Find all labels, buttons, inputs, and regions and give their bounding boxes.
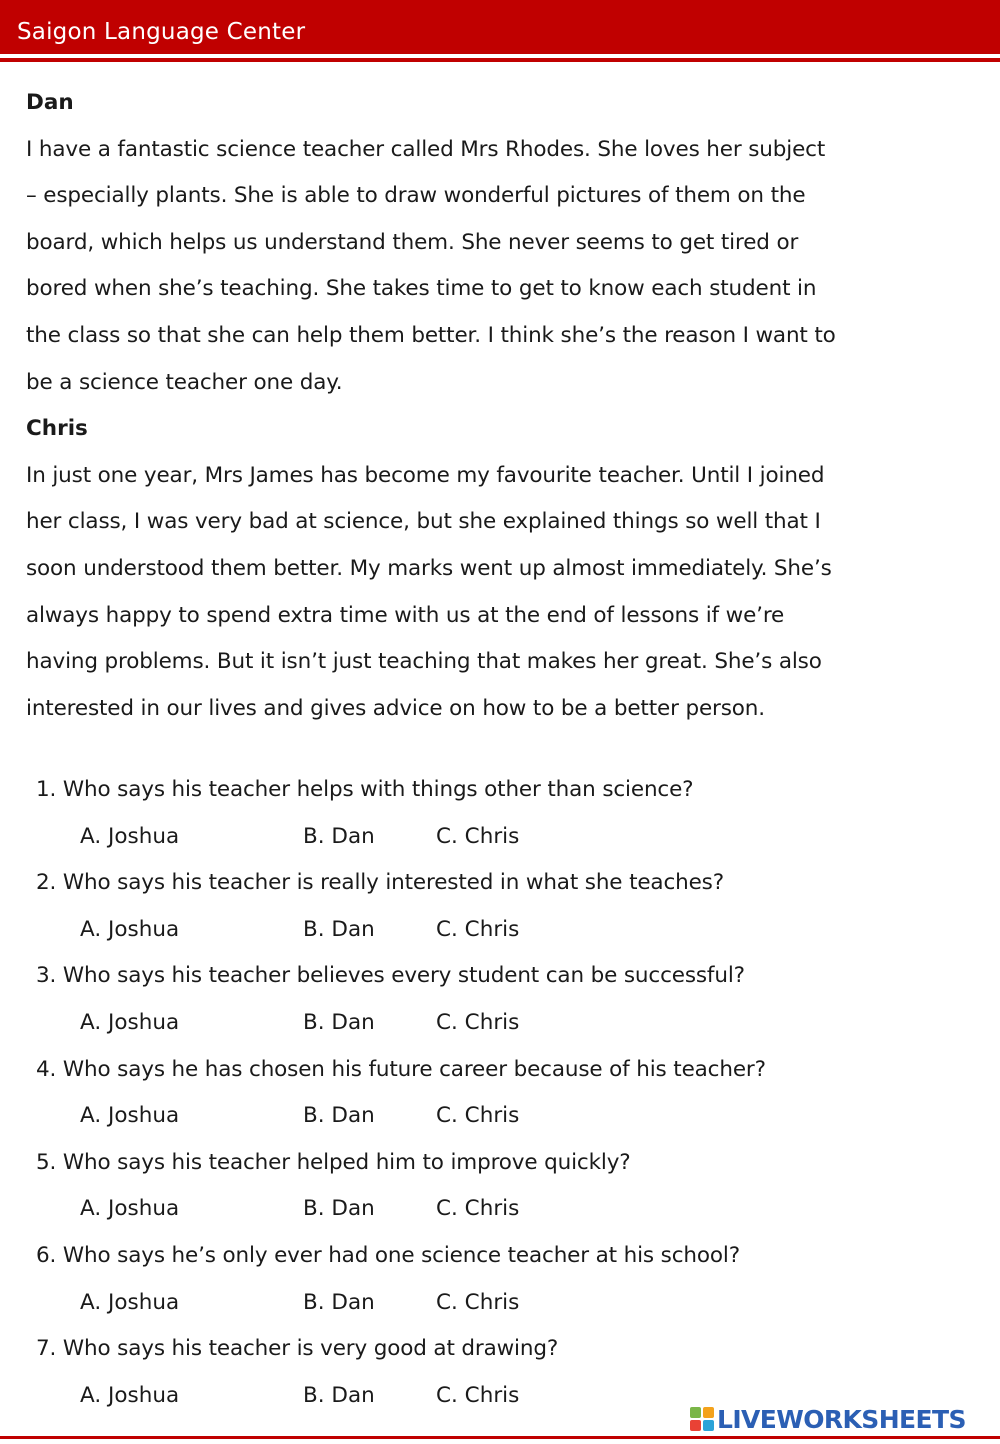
passage-line: always happy to spend extra time with us at the end of lessons if we’re bbox=[26, 602, 785, 628]
passage-line: board, which helps us understand them. She never seems to get tired or bbox=[26, 229, 799, 255]
answer-options bbox=[36, 1000, 976, 1047]
question-item-1 bbox=[36, 767, 976, 860]
option-a[interactable]: A. Joshua bbox=[80, 1009, 180, 1035]
passage-dan bbox=[26, 80, 976, 406]
option-a[interactable]: A. Joshua bbox=[80, 1382, 180, 1408]
option-b[interactable]: B. Dan bbox=[303, 1009, 375, 1035]
option-c[interactable]: C. Chris bbox=[436, 1382, 520, 1408]
passage-line: the class so that she can help them better. I think she’s the reason I want to bbox=[26, 322, 836, 348]
question-text: 7. Who says his teacher is very good at drawing? bbox=[36, 1336, 559, 1362]
question-text: 2. Who says his teacher is really interested in what she teaches? bbox=[36, 870, 724, 896]
header-bar bbox=[0, 0, 1000, 54]
header-divider bbox=[0, 58, 1000, 62]
option-b[interactable]: B. Dan bbox=[303, 1103, 375, 1129]
liveworksheets-logo-icon bbox=[690, 1407, 714, 1431]
option-a[interactable]: A. Joshua bbox=[80, 1289, 180, 1315]
logo-square bbox=[690, 1407, 701, 1418]
option-b[interactable]: B. Dan bbox=[303, 916, 375, 942]
logo-square bbox=[703, 1420, 714, 1431]
passage-author-name: Dan bbox=[26, 90, 74, 115]
option-b[interactable]: B. Dan bbox=[303, 823, 375, 849]
question-text: 6. Who says he’s only ever had one science teacher at his school? bbox=[36, 1242, 740, 1268]
liveworksheets-logo[interactable] bbox=[690, 1403, 966, 1435]
footer-divider bbox=[0, 1436, 1000, 1439]
question-item-2 bbox=[36, 860, 976, 953]
option-a[interactable]: A. Joshua bbox=[80, 1103, 180, 1129]
passage-line: I have a fantastic science teacher called Mrs Rhodes. She loves her subject bbox=[26, 136, 826, 162]
passage-line: – especially plants. She is able to draw wonderful pictures of them on the bbox=[26, 183, 806, 209]
option-b[interactable]: B. Dan bbox=[303, 1196, 375, 1222]
option-a[interactable]: A. Joshua bbox=[80, 916, 180, 942]
logo-text: LIVEWORKSHEETS bbox=[717, 1404, 966, 1434]
question-item-5 bbox=[36, 1140, 976, 1233]
option-c[interactable]: C. Chris bbox=[436, 823, 520, 849]
question-item-6 bbox=[36, 1233, 976, 1326]
question-list bbox=[36, 767, 976, 1419]
page-title: Saigon Language Center bbox=[17, 19, 306, 45]
passage-line: be a science teacher one day. bbox=[26, 369, 343, 395]
answer-options bbox=[36, 814, 976, 861]
answer-options bbox=[36, 907, 976, 954]
option-c[interactable]: C. Chris bbox=[436, 1103, 520, 1129]
option-b[interactable]: B. Dan bbox=[303, 1289, 375, 1315]
option-c[interactable]: C. Chris bbox=[436, 916, 520, 942]
question-text: 1. Who says his teacher helps with things other than science? bbox=[36, 777, 694, 802]
reading-passages bbox=[26, 80, 976, 732]
option-b[interactable]: B. Dan bbox=[303, 1382, 375, 1408]
option-a[interactable]: A. Joshua bbox=[80, 823, 180, 849]
question-text: 4. Who says he has chosen his future career because of his teacher? bbox=[36, 1056, 766, 1082]
passage-line: interested in our lives and gives advice on how to be a better person. bbox=[26, 695, 765, 721]
question-item-3 bbox=[36, 953, 976, 1046]
question-text: 3. Who says his teacher believes every student can be successful? bbox=[36, 963, 745, 989]
option-c[interactable]: C. Chris bbox=[436, 1009, 520, 1035]
passage-text bbox=[26, 127, 976, 407]
passage-line: soon understood them better. My marks went up almost immediately. She’s bbox=[26, 555, 832, 581]
option-c[interactable]: C. Chris bbox=[436, 1289, 520, 1315]
answer-options bbox=[36, 1280, 976, 1327]
passage-author-name: Chris bbox=[26, 416, 88, 442]
passage-line: bored when she’s teaching. She takes time to get to know each student in bbox=[26, 276, 817, 302]
answer-options bbox=[36, 1093, 976, 1140]
passage-line: her class, I was very bad at science, but she explained things so well that I bbox=[26, 509, 821, 535]
passage-line: having problems. But it isn’t just teaching that makes her great. She’s also bbox=[26, 649, 822, 675]
question-item-4 bbox=[36, 1047, 976, 1140]
passage-chris bbox=[26, 406, 976, 732]
option-c[interactable]: C. Chris bbox=[436, 1196, 520, 1222]
passage-text bbox=[26, 453, 976, 733]
answer-options bbox=[36, 1186, 976, 1233]
logo-square bbox=[690, 1420, 701, 1431]
passage-line: In just one year, Mrs James has become my favourite teacher. Until I joined bbox=[26, 462, 825, 488]
option-a[interactable]: A. Joshua bbox=[80, 1196, 180, 1222]
logo-square bbox=[703, 1407, 714, 1418]
question-text: 5. Who says his teacher helped him to improve quickly? bbox=[36, 1149, 631, 1175]
